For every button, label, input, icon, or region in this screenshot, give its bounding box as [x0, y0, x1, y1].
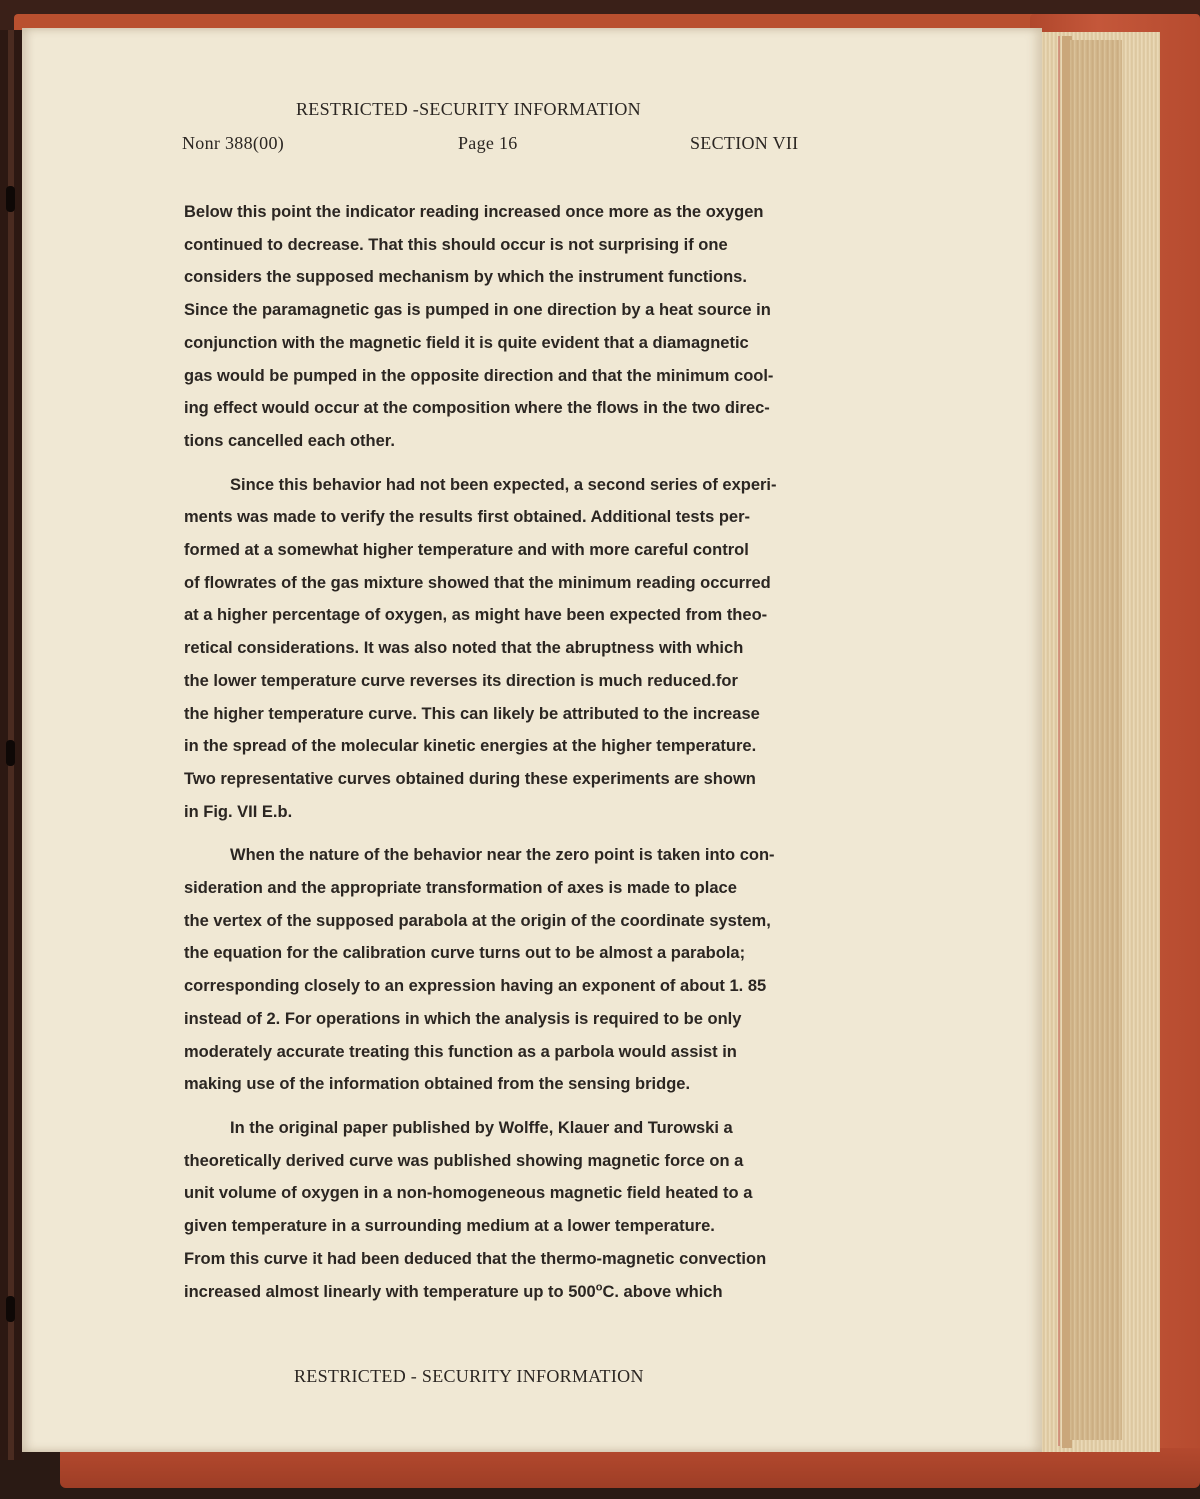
binding-hole — [6, 186, 15, 212]
text-line: sideration and the appropriate transformation of axes is made to place — [184, 879, 737, 898]
paragraph — [184, 839, 924, 1101]
text-line: Two representative curves obtained during these experiments are shown — [184, 769, 756, 788]
paragraph — [184, 196, 924, 458]
header-contract-number: Nonr 388(00) — [182, 133, 285, 153]
body-text — [184, 196, 924, 1319]
page-edge-line — [1058, 36, 1060, 1446]
text-fragment: increased almost linearly with temperature up to 500 — [184, 1282, 596, 1301]
header-section: SECTION VII — [690, 133, 799, 153]
text-line: moderately accurate treating this function as a parbola would assist in — [184, 1042, 737, 1061]
text-line: Since this behavior had not been expected, a second series of experi- — [230, 475, 777, 494]
degree-superscript: o — [595, 1281, 603, 1293]
text-line: ing effect would occur at the composition where the flows in the two direc- — [184, 399, 770, 418]
footer-classification: RESTRICTED - SECURITY INFORMATION — [294, 1366, 644, 1386]
text-line: tions cancelled each other. — [184, 431, 395, 450]
text-line: the lower temperature curve reverses its direction is much reduced.for — [184, 671, 738, 690]
text-line: retical considerations. It was also noted that the abruptness with which — [184, 639, 744, 658]
text-line: continued to decrease. That this should occur is not surprising if one — [184, 235, 728, 254]
text-line: In the original paper published by Wolffe, Klauer and Turowski a — [230, 1118, 733, 1137]
text-line: From this curve it had been deduced that the thermo-magnetic convection — [184, 1249, 767, 1268]
text-line — [184, 1276, 924, 1309]
text-line: conjunction with the magnetic field it is quite evident that a diamagnetic — [184, 333, 749, 352]
binding-hole — [6, 1296, 15, 1322]
text-line: When the nature of the behavior near the zero point is taken into con- — [230, 846, 775, 865]
paragraph — [184, 469, 924, 829]
text-line: given temperature in a surrounding medium at a lower temperature. — [184, 1217, 715, 1236]
text-line: gas would be pumped in the opposite direction and that the minimum cool- — [184, 366, 774, 385]
text-line: the equation for the calibration curve turns out to be almost a parabola; — [184, 944, 746, 963]
text-line: considers the supposed mechanism by which the instrument functions. — [184, 268, 747, 287]
text-line: theoretically derived curve was published showing magnetic force on a — [184, 1151, 744, 1170]
text-line: ments was made to verify the results first obtained. Additional tests per- — [184, 508, 751, 527]
text-line: the vertex of the supposed parabola at the origin of the coordinate system, — [184, 911, 771, 930]
text-line: unit volume of oxygen in a non-homogeneous magnetic field heated to a — [184, 1184, 753, 1203]
text-line: Since the paramagnetic gas is pumped in one direction by a heat source in — [184, 301, 771, 320]
text-line: instead of 2. For operations in which the analysis is required to be only — [184, 1009, 742, 1028]
text-line: Below this point the indicator reading increased once more as the oxygen — [184, 203, 764, 221]
text-fragment: C. above which — [602, 1282, 723, 1301]
text-line: the higher temperature curve. This can likely be attributed to the increase — [184, 704, 760, 723]
text-line: in Fig. VII E.b. — [184, 802, 293, 821]
header-page-number: Page 16 — [458, 133, 518, 153]
text-line: of flowrates of the gas mixture showed that the minimum reading occurred — [184, 573, 771, 592]
text-line: in the spread of the molecular kinetic energies at the higher temperature. — [184, 737, 757, 756]
header-classification: RESTRICTED -SECURITY INFORMATION — [296, 99, 641, 119]
paragraph — [184, 1112, 924, 1308]
cover-binding-bottom — [60, 1448, 1200, 1488]
text-line: making use of the information obtained from the sensing bridge. — [184, 1075, 691, 1094]
text-line: corresponding closely to an expression having an exponent of about 1. 85 — [184, 977, 767, 996]
text-line: formed at a somewhat higher temperature and with more careful control — [184, 541, 749, 560]
binding-hole — [6, 740, 15, 766]
text-line: at a higher percentage of oxygen, as might have been expected from theo- — [184, 606, 768, 625]
page-stack-inner — [1070, 40, 1122, 1440]
